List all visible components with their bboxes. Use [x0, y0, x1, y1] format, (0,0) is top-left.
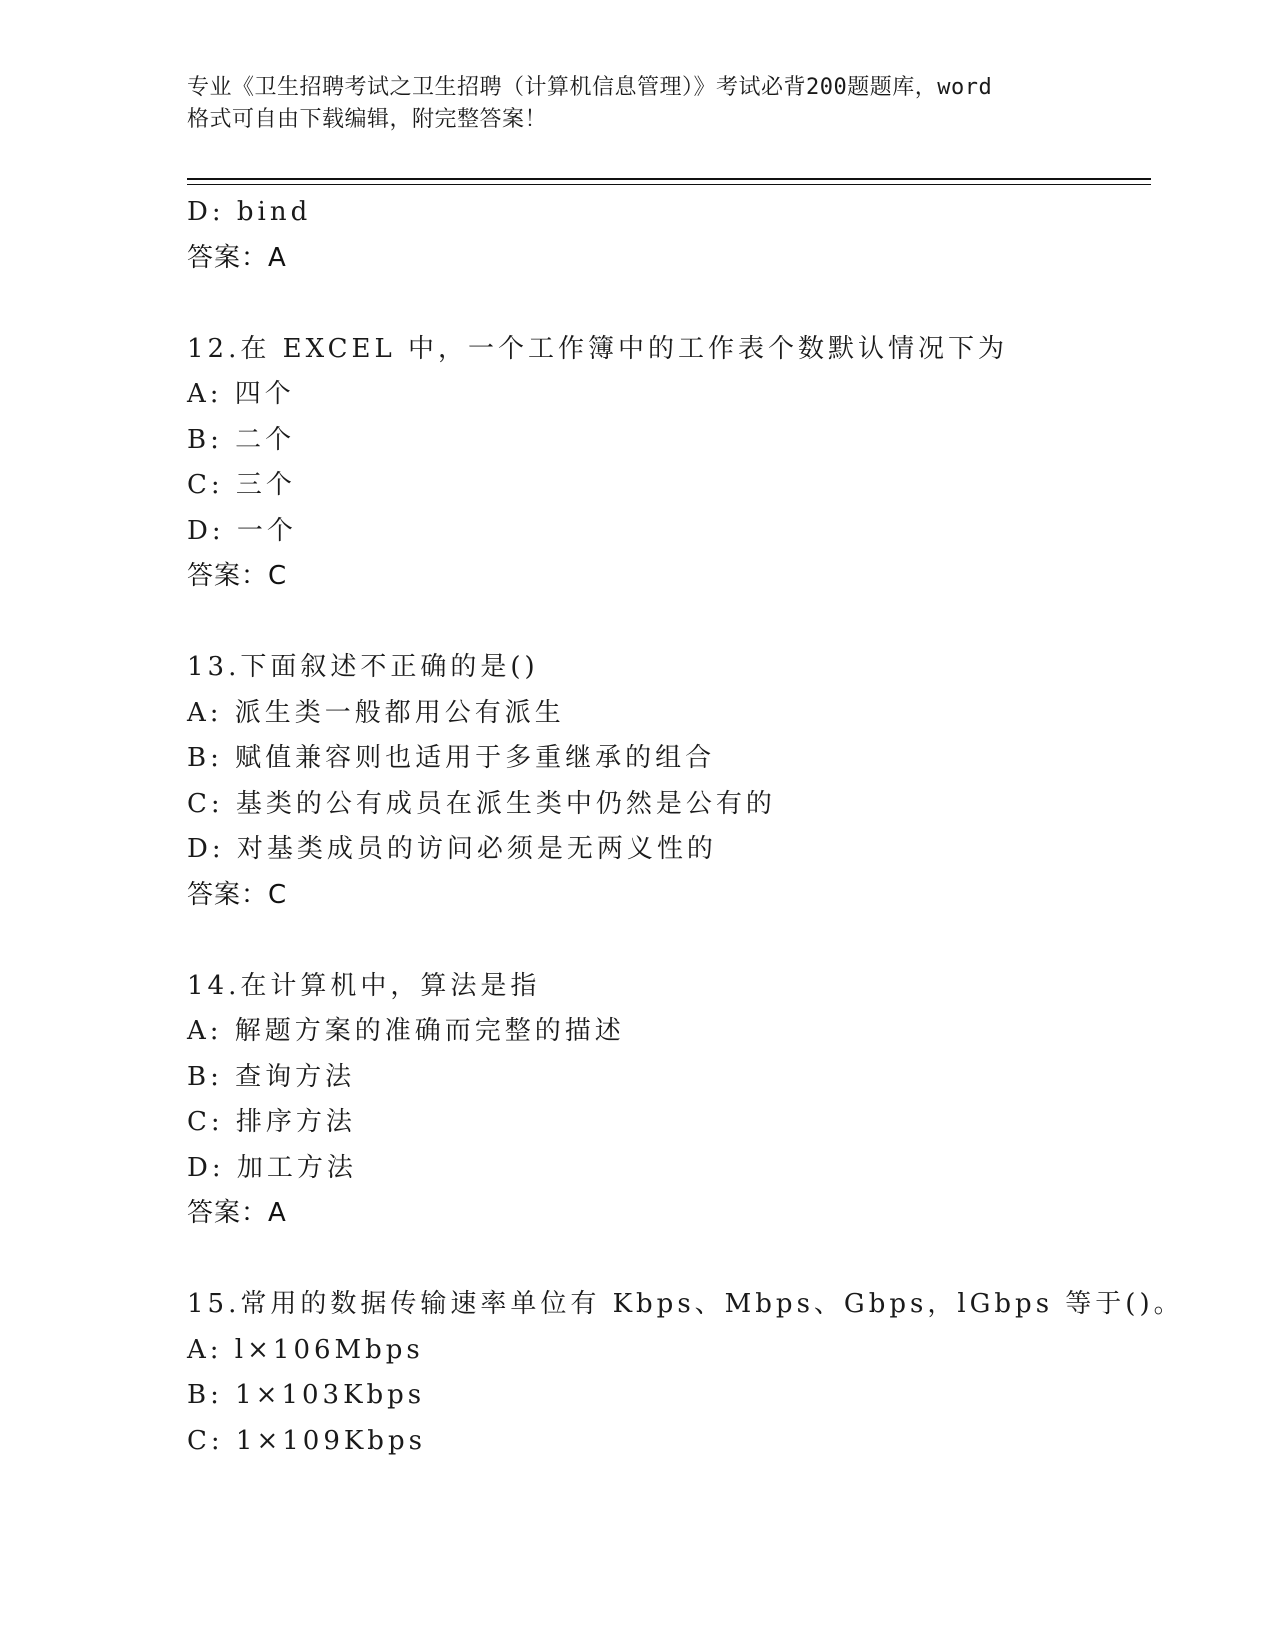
option-d: D: 加工方法: [187, 1152, 357, 1183]
option-b: B: 赋值兼容则也适用于多重继承的组合: [187, 743, 716, 773]
question-13: [187, 645, 1151, 918]
question-14: [187, 964, 1151, 1237]
question-stem: 13.下面叙述不正确的是(): [187, 652, 539, 682]
question-stem: 15.常用的数据传输速率单位有 Kbps、Mbps、Gbps，lGbps 等于()。: [187, 1289, 1184, 1319]
option-c: C: 1×109Kbps: [187, 1425, 426, 1456]
option-b: B: 查询方法: [187, 1061, 356, 1092]
answer-line: 答案：C: [187, 879, 288, 910]
spacer: [187, 1237, 1151, 1283]
answer-line: 答案：A: [187, 1198, 287, 1228]
question-stem: 14.在计算机中，算法是指: [187, 970, 541, 1001]
question-stem: 12.在 EXCEL 中，一个工作簿中的工作表个数默认情况下为: [187, 333, 1009, 364]
header-rule-thick: [187, 178, 1151, 180]
option-d: D: 一个: [187, 515, 297, 546]
header-line-1: 专业《卫生招聘考试之卫生招聘（计算机信息管理）》考试必背200题题库，word: [187, 75, 993, 100]
option-a: A: 解题方案的准确而完整的描述: [187, 1016, 625, 1046]
option-b: B: 1×103Kbps: [187, 1380, 426, 1410]
option-b: B: 二个: [187, 424, 296, 455]
document-body: [187, 190, 1184, 1464]
option-d: D: 对基类成员的访问必须是无两义性的: [187, 834, 717, 864]
spacer: [187, 281, 1151, 327]
header-line-2: 格式可自由下载编辑，附完整答案！: [187, 107, 548, 132]
spacer: [187, 600, 1151, 646]
option-c: C: 三个: [187, 470, 296, 500]
option-a: A: 派生类一般都用公有派生: [187, 697, 565, 728]
option-c: C: 基类的公有成员在派生类中仍然是公有的: [187, 788, 776, 819]
answer-line: 答案：C: [187, 561, 288, 591]
document-header: [187, 72, 1087, 136]
question-11-fragment: [187, 190, 1151, 281]
answer-line: 答案：A: [187, 242, 287, 273]
option-a: A: l×106Mbps: [187, 1334, 424, 1365]
question-12: [187, 327, 1151, 600]
option-c: C: 排序方法: [187, 1107, 356, 1137]
question-15: [187, 1282, 1184, 1464]
header-rule-thin: [187, 184, 1151, 185]
spacer: [187, 918, 1151, 964]
option-a: A: 四个: [187, 379, 295, 409]
option-d: D: bind: [187, 197, 312, 227]
